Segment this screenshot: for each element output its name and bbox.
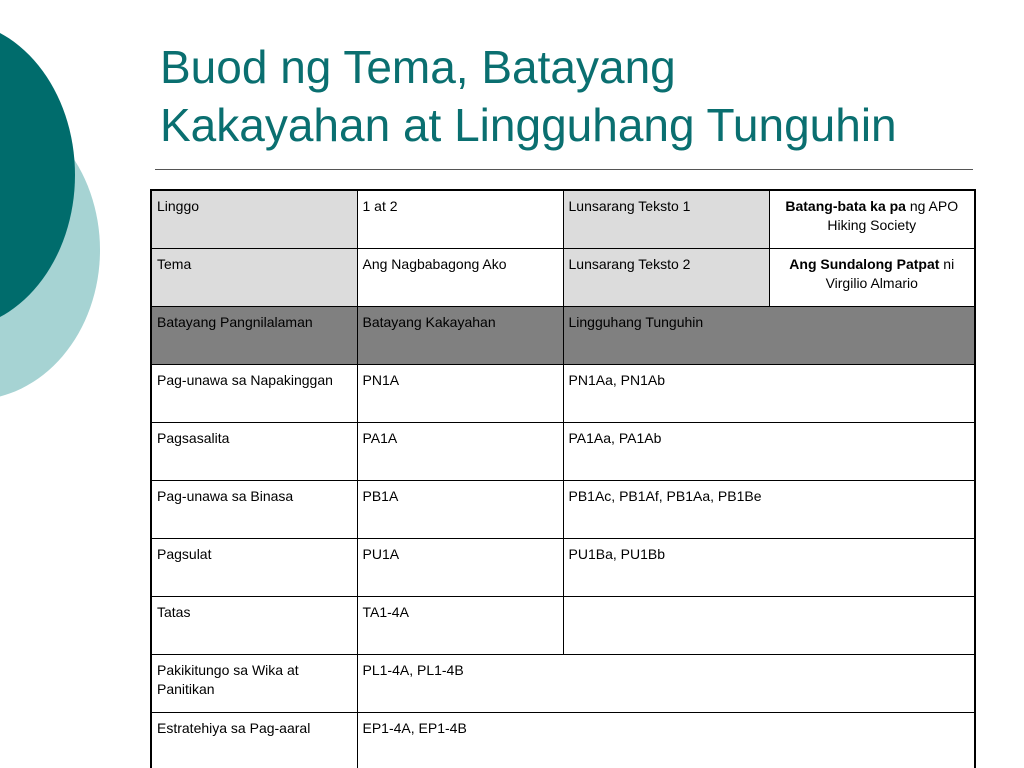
table-row: [151, 713, 975, 768]
table-row-linggo: [151, 190, 975, 249]
cell-area: Tatas: [151, 597, 357, 655]
table-row: [151, 365, 975, 423]
cell-skill: TA1-4A: [357, 597, 563, 655]
text-2-author: ni Virgilio Almario: [825, 256, 955, 291]
table-row-tema: [151, 249, 975, 307]
cell-goal: [563, 597, 975, 655]
cell-area: Pag-unawa sa Napakinggan: [151, 365, 357, 423]
cell-skill: PN1A: [357, 365, 563, 423]
cell-skill: PL1-4A, PL1-4B: [357, 655, 975, 713]
table-header-row: [151, 307, 975, 365]
cell-skill: EP1-4A, EP1-4B: [357, 713, 975, 768]
cell-tema-label: Tema: [151, 249, 357, 307]
table-row: [151, 655, 975, 713]
title-line-1: Buod ng Tema, Batayang: [160, 41, 676, 93]
text-1-author: ng APO Hiking Society: [827, 198, 959, 233]
cell-skill: PU1A: [357, 539, 563, 597]
table-row: [151, 481, 975, 539]
cell-goal: PA1Aa, PA1Ab: [563, 423, 975, 481]
table-row: [151, 423, 975, 481]
title-line-2: Kakayahan at Lingguhang Tunguhin: [160, 99, 897, 151]
cell-area: Pag-unawa sa Binasa: [151, 481, 357, 539]
table-row: [151, 597, 975, 655]
cell-lunsarang-2-label: Lunsarang Teksto 2: [563, 249, 769, 307]
cell-lunsarang-1-label: Lunsarang Teksto 1: [563, 190, 769, 249]
cell-area: Pakikitungo sa Wika at Panitikan: [151, 655, 357, 713]
cell-lunsarang-2-value: [769, 249, 975, 307]
cell-area: Pagsasalita: [151, 423, 357, 481]
cell-linggo-value: 1 at 2: [357, 190, 563, 249]
cell-skill: PA1A: [357, 423, 563, 481]
cell-goal: PN1Aa, PN1Ab: [563, 365, 975, 423]
competency-table: [150, 189, 976, 768]
cell-tema-value: Ang Nagbabagong Ako: [357, 249, 563, 307]
header-lingguhang-tunguhin: Lingguhang Tunguhin: [563, 307, 975, 365]
text-2-title: Ang Sundalong Patpat: [789, 256, 940, 272]
cell-area: Estratehiya sa Pag-aaral: [151, 713, 357, 768]
cell-goal: PU1Ba, PU1Bb: [563, 539, 975, 597]
cell-goal: PB1Ac, PB1Af, PB1Aa, PB1Be: [563, 481, 975, 539]
text-1-title: Batang-bata ka pa: [785, 198, 906, 214]
page-title: [160, 38, 1010, 154]
cell-lunsarang-1-value: [769, 190, 975, 249]
title-divider: [155, 169, 973, 170]
header-batayang-pangnilalaman: Batayang Pangnilalaman: [151, 307, 357, 365]
cell-linggo-label: Linggo: [151, 190, 357, 249]
header-batayang-kakayahan: Batayang Kakayahan: [357, 307, 563, 365]
table-row: [151, 539, 975, 597]
cell-skill: PB1A: [357, 481, 563, 539]
cell-area: Pagsulat: [151, 539, 357, 597]
